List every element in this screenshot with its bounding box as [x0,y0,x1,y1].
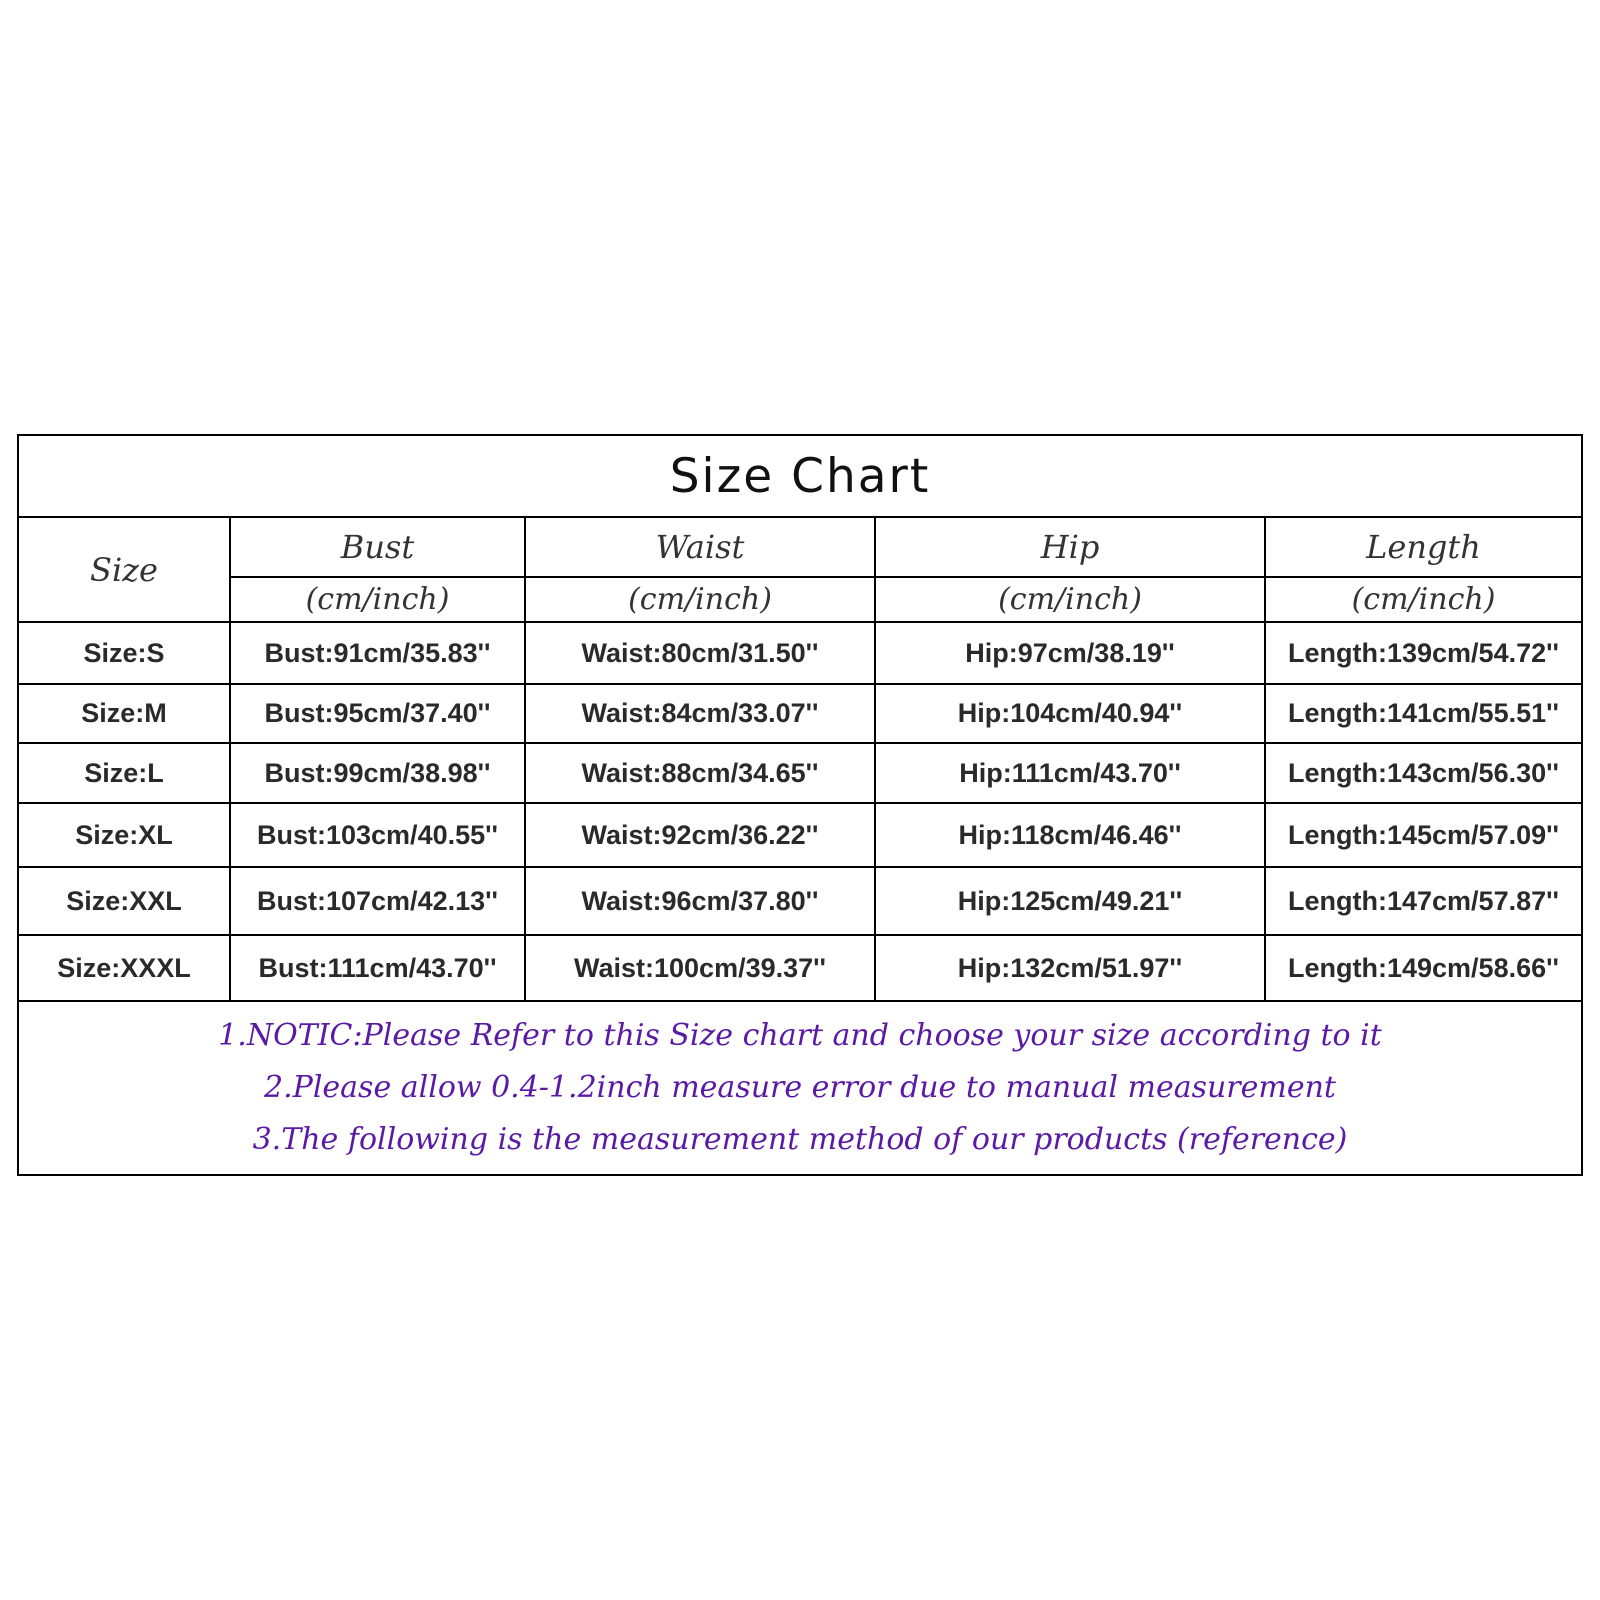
size-header: Size [19,518,230,622]
hip-cell: Hip:104cm/40.94'' [875,684,1265,743]
notes-section [19,1001,1581,1174]
waist-cell: Waist:92cm/36.22'' [525,803,875,867]
size-cell: Size:L [19,743,230,803]
size-cell: Size:M [19,684,230,743]
waist-cell: Waist:84cm/33.07'' [525,684,875,743]
table-row [19,867,1581,935]
bust-cell: Bust:107cm/42.13'' [230,867,525,935]
length-unit: (cm/inch) [1265,577,1581,622]
note-3: 3.The following is the measurement method of our products (reference) [252,1121,1348,1157]
unit-row [19,577,1581,622]
size-cell: Size:XL [19,803,230,867]
size-table [19,518,1581,1002]
waist-cell: Waist:88cm/34.65'' [525,743,875,803]
length-cell: Length:145cm/57.09'' [1265,803,1581,867]
bust-unit: (cm/inch) [230,577,525,622]
hip-cell: Hip:132cm/51.97'' [875,935,1265,1001]
length-cell: Length:147cm/57.87'' [1265,867,1581,935]
waist-cell: Waist:80cm/31.50'' [525,622,875,684]
waist-cell: Waist:100cm/39.37'' [525,935,875,1001]
size-cell: Size:XXL [19,867,230,935]
size-cell: Size:S [19,622,230,684]
table-row [19,935,1581,1001]
hip-cell: Hip:118cm/46.46'' [875,803,1265,867]
note-1: 1.NOTIC:Please Refer to this Size chart and choose your size according to it [218,1017,1382,1053]
bust-cell: Bust:95cm/37.40'' [230,684,525,743]
length-cell: Length:139cm/54.72'' [1265,622,1581,684]
length-cell: Length:149cm/58.66'' [1265,935,1581,1001]
table-row [19,684,1581,743]
bust-cell: Bust:103cm/40.55'' [230,803,525,867]
length-cell: Length:141cm/55.51'' [1265,684,1581,743]
hip-unit: (cm/inch) [875,577,1265,622]
table-row [19,622,1581,684]
size-chart [17,434,1583,1176]
waist-unit: (cm/inch) [525,577,875,622]
bust-cell: Bust:91cm/35.83'' [230,622,525,684]
waist-header: Waist [525,518,875,577]
table-row [19,803,1581,867]
hip-header: Hip [875,518,1265,577]
size-cell: Size:XXXL [19,935,230,1001]
waist-cell: Waist:96cm/37.80'' [525,867,875,935]
hip-cell: Hip:125cm/49.21'' [875,867,1265,935]
header-row [19,518,1581,577]
length-cell: Length:143cm/56.30'' [1265,743,1581,803]
hip-cell: Hip:97cm/38.19'' [875,622,1265,684]
note-2: 2.Please allow 0.4-1.2inch measure error due to manual measurement [264,1069,1336,1105]
bust-cell: Bust:111cm/43.70'' [230,935,525,1001]
length-header: Length [1265,518,1581,577]
hip-cell: Hip:111cm/43.70'' [875,743,1265,803]
bust-cell: Bust:99cm/38.98'' [230,743,525,803]
chart-title: Size Chart [19,436,1581,518]
table-row [19,743,1581,803]
bust-header: Bust [230,518,525,577]
